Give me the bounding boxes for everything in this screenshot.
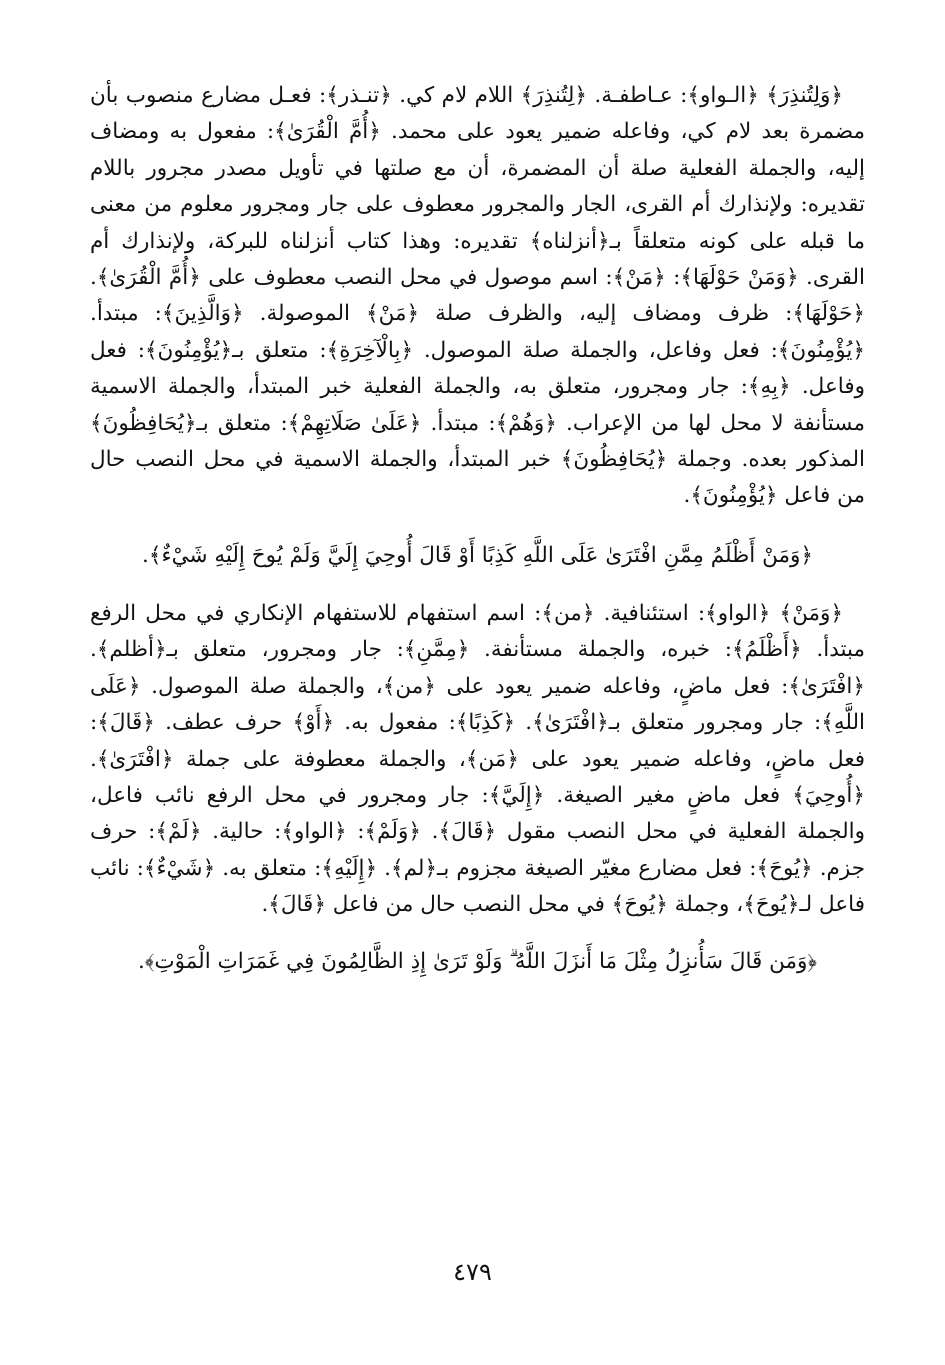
- page-body: [90, 78, 865, 980]
- page-number: ٤٧٩: [453, 1258, 492, 1286]
- quran-verse-2: ﴿وَمَن قَالَ سَأُنزِلُ مِثْلَ مَا أَنزَلَ اللَّهُ ۗ وَلَوْ تَرَىٰ إِذِ الظَّالِمُونَ فِي غَمَرَاتِ الْمَوْتِ﴾.: [138, 948, 817, 974]
- commentary-paragraph-1: ﴿وَلِتُنذِرَ﴾ ﴿الـواو﴾: عـاطفـة. ﴿لِتُنذِرَ﴾ اللام لام كي. ﴿تنـذر﴾: فعـل مضارع منصوب بأن مضمرة بعد لام كي، وفاعله ضمير يعود على محمد. ﴿أُمَّ الْقُرَىٰ﴾: مفعول به ومضاف إليه، والجملة الفعلية صلة أن المضمرة، أن مع صلتها في تأويل مصدر مجرور باللام تقديره: ولإنذارك أم القرى، الجار والمجرور معطوف على جار ومجرور معلوم من معنى ما قبله على كونه متعلقاً بـ﴿أنزلناه﴾ تقديره: وهذا كتاب أنزلناه للبركة، ولإنذارك أم القرى. ﴿وَمَنْ حَوْلَهَا﴾: ﴿مَنْ﴾: اسم موصول في محل النصب معطوف على ﴿أُمَّ الْقُرَىٰ﴾. ﴿حَوْلَهَا﴾: ظرف ومضاف إليه، والظرف صلة ﴿مَنْ﴾ الموصولة. ﴿وَالَّذِينَ﴾: مبتدأ. ﴿يُؤْمِنُونَ﴾: فعل وفاعل، والجملة صلة الموصول. ﴿بِالْآخِرَةِ﴾: متعلق بـ﴿يُؤْمِنُونَ﴾: فعل وفاعل. ﴿بِهِ﴾: جار ومجرور، متعلق به، والجملة الفعلية خبر المبتدأ، والجملة الاسمية مستأنفة لا محل لها من الإعراب. ﴿وَهُمْ﴾: مبتدأ. ﴿عَلَىٰ صَلَاتِهِمْ﴾: متعلق بـ﴿يُحَافِظُونَ﴾ المذكور بعده. وجملة ﴿يُحَافِظُونَ﴾ خبر المبتدأ، والجملة الاسمية في محل النصب حال من فاعل ﴿يُؤْمِنُونَ﴾.: [90, 83, 865, 509]
- commentary-paragraph-2: ﴿وَمَنْ﴾ ﴿الواو﴾: استئنافية. ﴿من﴾: اسم استفهام للاستفهام الإنكاري في محل الرفع مبتدأ. ﴿أَظْلَمُ﴾: خبره، والجملة مستأنفة. ﴿مِمَّنِ﴾: جار ومجرور، متعلق بـ﴿أظلم﴾. ﴿افْتَرَىٰ﴾: فعل ماضٍ، وفاعله ضمير يعود على ﴿من﴾، والجملة صلة الموصول. ﴿عَلَى اللَّهِ﴾: جار ومجرور متعلق بـ﴿افْتَرَىٰ﴾. ﴿كَذِبًا﴾: مفعول به. ﴿أَوْ﴾ حرف عطف. ﴿قَالَ﴾: فعل ماضٍ، وفاعله ضمير يعود على ﴿مَن﴾، والجملة معطوفة على جملة ﴿افْتَرَىٰ﴾. ﴿أُوحِيَ﴾ فعل ماضٍ مغير الصيغة. ﴿إِلَيَّ﴾: جار ومجرور في محل الرفع نائب فاعل، والجملة الفعلية في محل النصب مقول ﴿قَالَ﴾. ﴿وَلَمْ﴾: ﴿الواو﴾: حالية. ﴿لَمْ﴾: حرف جزم. ﴿يُوحَ﴾: فعل مضارع مغيّر الصيغة مجزوم بـ﴿لم﴾. ﴿إِلَيْهِ﴾: متعلق به. ﴿شَيْءٌ﴾: نائب فاعل لـ﴿يُوحَ﴾، وجملة ﴿يُوحَ﴾ في محل النصب حال من فاعل ﴿قَالَ﴾.: [90, 600, 865, 918]
- quran-verse-1: ﴿وَمَنْ أَظْلَمُ مِمَّنِ افْتَرَىٰ عَلَى اللَّهِ كَذِبًا أَوْ قَالَ أُوحِيَ إِلَيَّ وَلَمْ يُوحَ إِلَيْهِ شَيْءٌ﴾.: [142, 542, 813, 568]
